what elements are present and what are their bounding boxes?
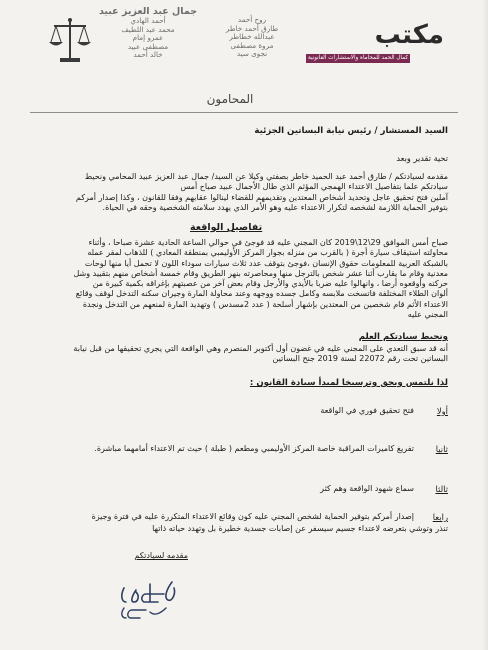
lawyer-name: جمال عبد العزيز عبيد: [98, 6, 198, 17]
knowledge-paragraph: [40, 344, 448, 365]
request-text: سماع شهود الواقعة وهم كثر: [320, 484, 414, 493]
lawyer-name: محمد عبد اللطيف: [121, 24, 175, 34]
addressee: السيد المستشار / رئيس نيابة البساتين الجزئية: [254, 126, 448, 136]
text-line: آملين فتح تحقيق عاجل وتحديد أشخاص المعتدين وتقديمهم للقضاء لينالوا عقابهم وفقا للقانون ، وكذا إصدار أمركم: [75, 192, 448, 202]
lawyer-name: أحمد الهادي: [130, 16, 166, 25]
request-heading: لذا نلتمس ويحق وترسيخا لمبدأ سيادة القانون :: [249, 378, 448, 388]
lawyer-name: عبدالله خطاطر: [229, 32, 275, 42]
text-line: بالشبكة العربية للمعلومات حقوق الإنسان ،فوجئ بتوقف عدد ثلاث سيارات سوداء اللون لا تحمل أيا منها لوحات: [84, 258, 448, 268]
text-line: بتوفير الحماية اللازمة لشخصه لتكرار الاعتداء عليه وهو الأمر الذي يهدد سلامته الشخصية وحقه في الحياة.: [102, 202, 448, 212]
lawyer-name: طارق أحمد خاطر: [225, 23, 279, 33]
greeting: تحية تقدير وبعد: [396, 153, 448, 163]
letterhead-lawyers-left: [98, 6, 198, 60]
closing: مقدمه لسيادتكم: [134, 551, 188, 560]
text-line: صباح أمس الموافق 29\12\2019 كان المجني عليه قد فوجئ في حوالي الساعة الحادية عشرة صباحا ، وأثناء: [88, 238, 448, 247]
facts-paragraph: [40, 238, 448, 320]
lawyer-name: خالد أحمد: [133, 50, 163, 60]
letterhead-divider: [30, 112, 458, 113]
facts-heading: تفاصيل الواقعة: [190, 222, 263, 233]
request-text: فتح تحقيق فوري في الواقعة: [320, 406, 414, 415]
request-number: أولا: [436, 406, 448, 416]
request-text-continued: تنذر وتوشي بتعرضه لاعتداء جسيم سيسفر عن إصابات جسدية خطيرة بل وتهدد حياته ذاتها: [152, 524, 448, 533]
firm-logo-word: مكتب: [374, 20, 444, 50]
request-text: إصدار أمركم بتوفير الحماية لشخص المجني عليه كون وقائع الاعتداء المتكررة عليه في فترة وجيزة: [91, 512, 414, 521]
text-line: معدنية وقام ما يقارب أثنا عشر شخص بالترجل منها ومحاصرته بنهر الطريق وقام خمسة أشخاص منهم بتقييد وشل: [73, 268, 448, 278]
text-line: حركته وأوقعوه أرضا ، وانهالوا عليه ضربا بالأيدي والأرجل وقام بعض آخر من عصبتهم بإغراقه بكمية كبيرة من: [92, 279, 448, 289]
scales-of-justice-icon: [48, 16, 92, 64]
lawyer-name: نجوى سيد: [236, 49, 268, 59]
text-line: ألوان الطلاء المختلفة فاتسخت ملابسه وكامل جسده ووجهه وعند محاولة المارة وجيران سكنه التدخل لوقف وقائع: [75, 289, 448, 299]
request-number: ثانيا: [435, 444, 448, 454]
letterhead-lawyers-right: [212, 16, 292, 59]
request-number: رابعا: [432, 512, 448, 522]
scan-edge-shadow: [482, 0, 488, 650]
lawyer-name: عمرو إمام: [132, 33, 164, 43]
lawyer-name: مصطفى عبيد: [127, 41, 169, 51]
request-number: ثالثا: [435, 484, 448, 494]
request-text: تفريغ كاميرات المراقبة خاصة المركز الأوليمبي ومطعم ( طبلة ) حيث تم الاعتداء أمامهما مباشرة.: [94, 444, 414, 453]
lawyer-name: روح أحمد: [237, 15, 267, 24]
handwritten-signature: [106, 576, 186, 622]
text-line: الاعتداء الأثم قام شخصين من المعتدين بإشهار أسلحة ( عدد 2مسدس ) وتهديد المارة لمنعهم من التدخل ونجدة: [82, 299, 448, 309]
text-line: محاولته استيقاف سيارة أجرة ( بالقرب من منزله بجوار المركز الأوليمبي بمنطقة المعادي ) للذهاب لمقر عمله: [87, 248, 448, 258]
letterhead-title: المحامون: [206, 92, 254, 106]
text-line: البساتين تحت رقم 22072 لسنة 2019 جنح البساتين: [272, 354, 448, 364]
text-line: سيادتكم علما بتفاصيل الاعتداء الهمجي المؤثم الذي طال الأجمال عبيد صباح أمس: [180, 182, 448, 192]
text-line: المجني عليه: [407, 310, 448, 320]
text-line: أنه قد سبق التعدي على المجني عليه في غضون أول أكتوبر المنصرم وهي الواقعة التي يجري تحقيقها من قبل نيابة: [73, 344, 448, 353]
lawyer-name: مروة مصطفى: [230, 40, 274, 50]
firm-logo-tagline: كمال الحمد للمحاماة والاستشارات القانونية: [307, 55, 409, 61]
firm-logo: [300, 20, 450, 64]
text-line: مقدمه لسيادتكم / طارق أحمد عبد الحميد خاطر بصفتي وكيلا عن السيد/ جمال عبد العزيز عبيد المحامي ونحيط: [84, 172, 448, 181]
knowledge-heading: ونحيط سيادتكم العلم: [358, 332, 448, 342]
intro-paragraph: [40, 172, 448, 213]
